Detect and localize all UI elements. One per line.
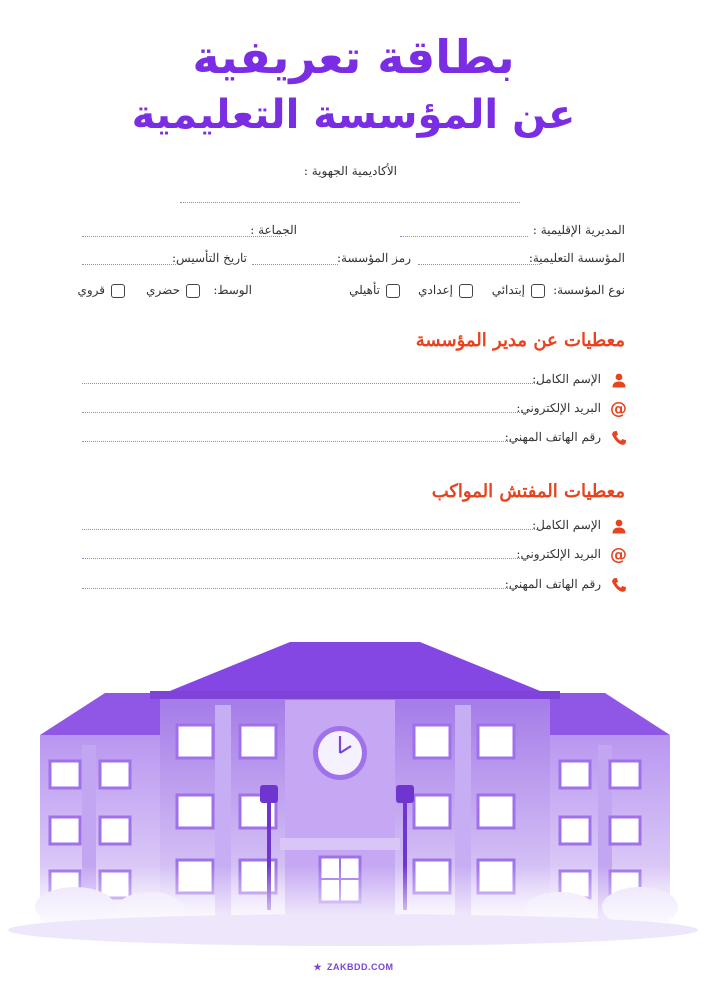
milieu-label: الوسط: [213,283,252,297]
directorate-label: المديرية الإقليمية : [532,223,625,237]
person-icon [610,517,627,534]
milieu-urban-checkbox[interactable] [186,284,200,298]
institution-field[interactable] [418,264,540,265]
at-icon: @ [610,544,627,565]
title-line-2: عن المؤسسة التعليمية [131,92,576,138]
director-section-title: معطيات عن مدير المؤسسة [415,330,625,351]
inspector-fullname-field[interactable] [82,529,537,530]
type-high-checkbox[interactable] [386,284,400,298]
director-phone-label: رقم الهاتف المهني: [504,430,601,444]
type-high-label: تأهيلي [349,283,380,297]
school-building-illustration [0,625,707,955]
inspector-phone-field[interactable] [82,588,514,589]
type-label: نوع المؤسسة: [553,283,625,297]
milieu-urban-label: حضري [146,283,180,297]
commune-label: الجماعة : [250,223,297,237]
milieu-rural-label: قروي [77,283,105,297]
title-line-1: بطاقة تعريفية [192,30,515,84]
director-email-label: البريد الإلكتروني: [516,401,601,415]
type-middle-label: إعدادي [418,283,453,297]
inspector-phone-label: رقم الهاتف المهني: [504,577,601,591]
type-primary-label: إبتدائي [491,283,525,297]
code-label: رمز المؤسسة: [336,251,411,265]
star-icon: ★ [313,962,323,972]
phone-icon [610,576,627,593]
founding-date-field[interactable] [82,264,176,265]
directorate-field[interactable] [400,236,528,237]
at-icon: @ [610,398,627,419]
academy-label: الأكاديمية الجهوية : [303,164,397,178]
inspector-fullname-label: الإسم الكامل: [532,518,601,532]
inspector-email-label: البريد الإلكتروني: [516,547,601,561]
milieu-rural-checkbox[interactable] [111,284,125,298]
director-fullname-label: الإسم الكامل: [532,372,601,386]
founding-date-label: تاريخ التأسيس: [172,251,247,265]
footer-site-text: ZAKBDD.COM [327,962,394,972]
commune-field[interactable] [82,236,282,237]
person-icon [610,371,627,388]
inspector-section-title: معطيات المفتش المواكب [431,481,625,502]
director-fullname-field[interactable] [82,383,537,384]
code-field[interactable] [252,264,338,265]
phone-icon [610,429,627,446]
director-email-field[interactable] [82,412,522,413]
footer-site [0,962,707,973]
director-phone-field[interactable] [82,441,514,442]
inspector-email-field[interactable] [82,558,522,559]
type-middle-checkbox[interactable] [459,284,473,298]
institution-label: المؤسسة التعليمية: [528,251,625,265]
type-primary-checkbox[interactable] [531,284,545,298]
academy-field[interactable] [180,202,520,203]
